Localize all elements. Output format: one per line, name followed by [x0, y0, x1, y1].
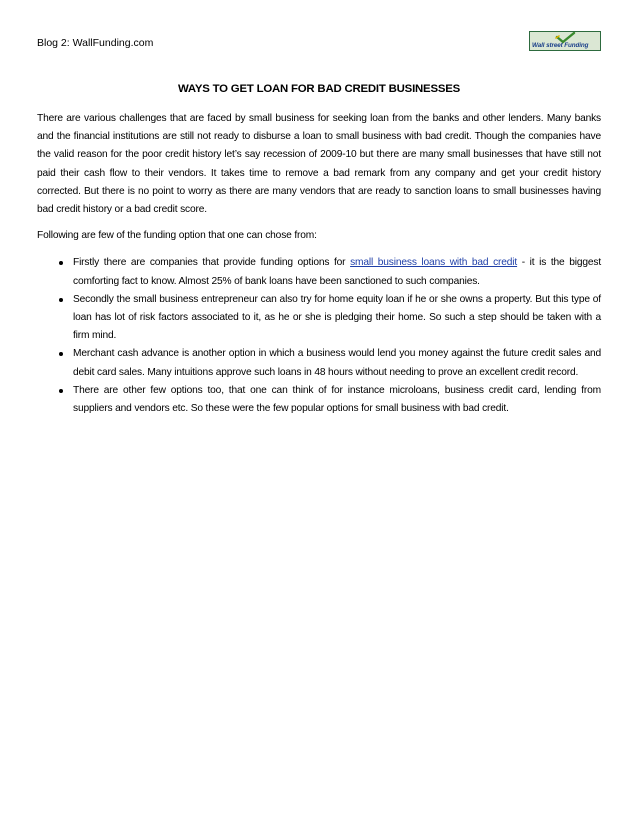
header-label: Blog 2: WallFunding.com [37, 37, 154, 49]
page-title: WAYS TO GET LOAN FOR BAD CREDIT BUSINESSES [177, 83, 461, 95]
bullet-icon [59, 261, 63, 265]
list-item-text: There are other few options too, that one can think of for instance microloans, business credit card, lending from suppliers and vendors etc. So these were the few popular options for small business with bad credit. [73, 384, 601, 415]
bullet-icon [59, 298, 63, 302]
list-item-text-before: Firstly there are companies that provide funding options for [73, 257, 351, 269]
small-business-loans-link[interactable]: small business loans with bad credit [350, 257, 518, 269]
document-body [37, 110, 601, 418]
list-item-text: Secondly the small business entrepreneur can also try for home equity loan if he or she owns a property. But this type of loan has lot of risk factors associated to it, as he or she is pledging their home. So such a step should be taken with a firm mind. [73, 293, 601, 342]
list-item [37, 345, 601, 381]
wall-street-funding-logo [529, 31, 601, 51]
page-header [37, 30, 601, 56]
list-item-text: Merchant cash advance is another option in which a business would lend you money against the future credit sales and debit card sales. Many intuitions approve such loans in 48 hours without needing to prove an excellent credit record. [73, 348, 601, 378]
list-item [37, 291, 601, 346]
bullet-icon [59, 389, 63, 393]
bullet-icon [59, 352, 63, 356]
options-lead-paragraph: Following are few of the funding option that one can chose from: [37, 230, 317, 242]
intro-paragraph: There are various challenges that are faced by small business for seeking loan from the banks and other lenders. Many banks and the financial institutions are still not ready to disburse a loan to small business with bad credit. Though the companies have the valid reason for the poor credit history let’s say recession of 2009-10 but there are many small businesses that have still not paid their cash flow to their vendors. It takes time to remove a bad remark from any company and get your credit history corrected. But there is no point to worry as there are many vendors that are ready to sanction loans to small businesses having bad credit history or a bad credit score. [37, 113, 601, 216]
logo-text: Wall street Funding [532, 42, 589, 49]
list-item-text-after: - it is the biggest comforting fact to know. Almost 25% of bank loans have been sanctioned to such companies. [73, 257, 601, 287]
list-item [37, 382, 601, 418]
funding-options-list [37, 254, 601, 418]
list-item [37, 254, 601, 290]
